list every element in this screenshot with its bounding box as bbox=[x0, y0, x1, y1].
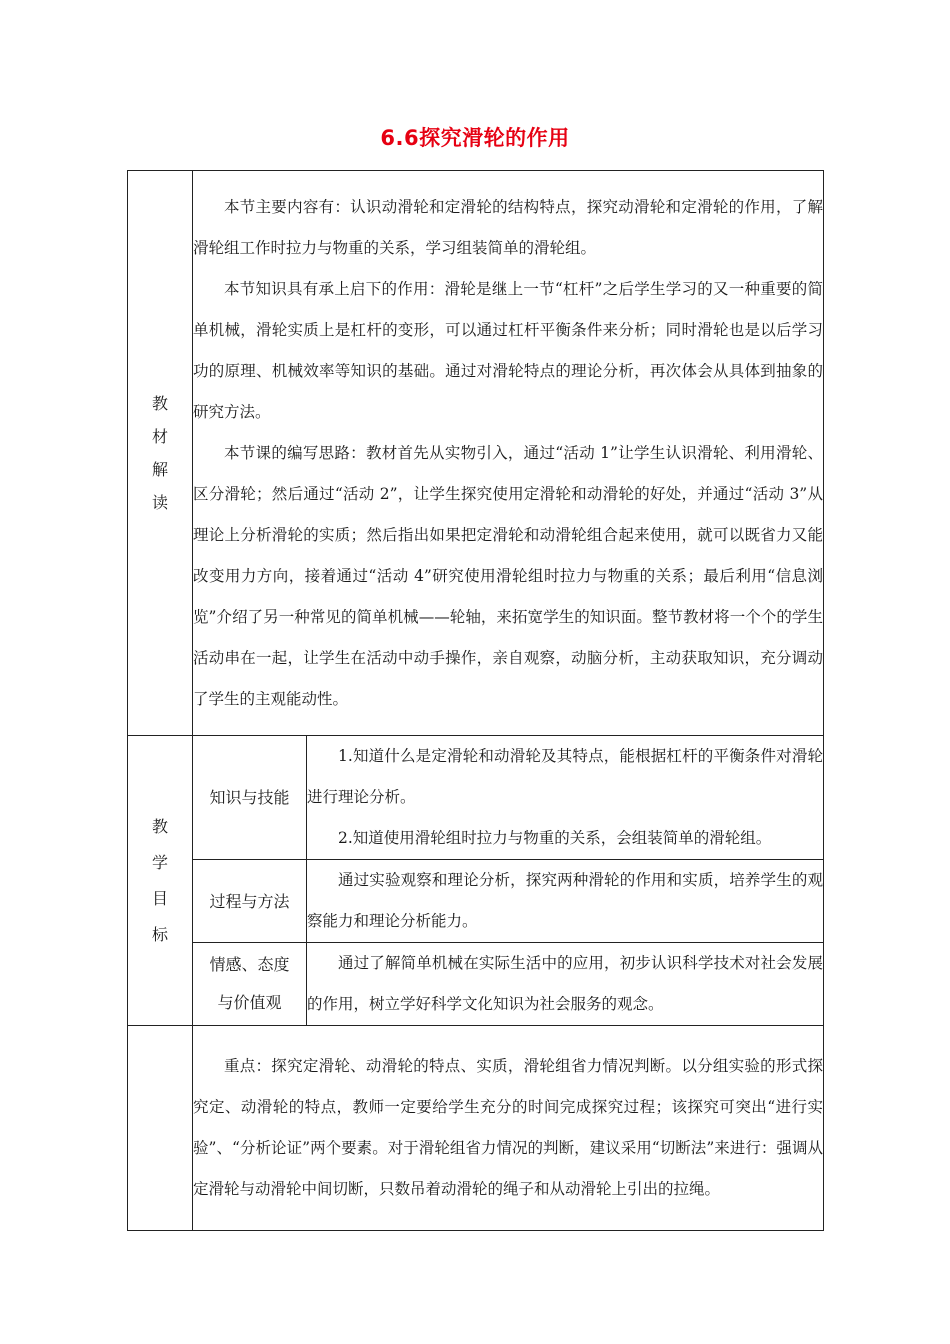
page-title: 6.6探究滑轮的作用 bbox=[380, 126, 570, 150]
goal-category-line: 知识与技能 bbox=[209, 788, 290, 807]
textbook-analysis-label bbox=[128, 171, 193, 736]
label-char: 材 bbox=[151, 427, 168, 446]
paragraph: 2.知道使用滑轮组时拉力与物重的关系，会组装简单的滑轮组。 bbox=[338, 829, 772, 847]
label-char: 教 bbox=[151, 394, 168, 413]
key-points-label bbox=[128, 1026, 193, 1231]
goal-category bbox=[193, 736, 307, 860]
paragraph: 本节知识具有承上启下的作用：滑轮是继上一节“杠杆”之后学生学习的又一种重要的简单机械，滑轮实质上是杠杆的变形，可以通过杠杆平衡条件来分析；同时滑轮也是以后学习功的原理、机械效率等知识的基础。通过对滑轮特点的理论分析，再次体会从具体到抽象的研究方法。 bbox=[193, 279, 823, 421]
label-char: 目 bbox=[151, 888, 168, 908]
label-char: 读 bbox=[151, 493, 168, 512]
label-char: 解 bbox=[151, 460, 168, 479]
goal-category-line: 过程与方法 bbox=[209, 891, 290, 911]
paragraph: 本节主要内容有：认识动滑轮和定滑轮的结构特点，探究动滑轮和定滑轮的作用，了解滑轮组工作时拉力与物重的关系，学习组装简单的滑轮组。 bbox=[193, 197, 823, 257]
goal-category-line: 情感、态度 bbox=[209, 955, 290, 974]
paragraph: 重点：探究定滑轮、动滑轮的特点、实质，滑轮组省力情况判断。以分组实验的形式探究定、动滑轮的特点，教师一定要给学生充分的时间完成探究过程；该探究可突出“进行实验”、“分析论证”两个要素。对于滑轮组省力情况的判断，建议采用“切断法”来进行：强调从定滑轮与动滑轮中间切断，只数吊着动滑轮的绳子和从动滑轮上引出的拉绳。 bbox=[193, 1057, 823, 1198]
teaching-goals-label bbox=[128, 736, 193, 1026]
textbook-analysis-content bbox=[193, 171, 824, 736]
textbook-analysis-row bbox=[128, 171, 824, 736]
lesson-table bbox=[127, 170, 824, 1231]
goal-row-process bbox=[128, 860, 824, 943]
paragraph: 本节课的编写思路：教材首先从实物引入，通过“活动 1”让学生认识滑轮、利用滑轮、区分滑轮；然后通过“活动 2”，让学生探究使用定滑轮和动滑轮的好处，并通过“活动 3”从理论上分析滑轮的实质；然后指出如果把定滑轮和动滑轮组合起来使用，就可以既省力又能改变用力方向，接着通过“活动 4”研究使用滑轮组时拉力与物重的关系；最后利用“信息浏览”介绍了另一种常见的简单机械——轮轴，来拓宽学生的知识面。整节教材将一个个的学生活动串在一起，让学生在活动中动手操作，亲自观察，动脑分析，主动获取知识，充分调动了学生的主观能动性。 bbox=[193, 443, 823, 708]
goal-category bbox=[193, 943, 307, 1026]
goal-content bbox=[307, 736, 824, 860]
label-char: 学 bbox=[151, 852, 168, 872]
goal-row-knowledge bbox=[128, 736, 824, 860]
goal-category bbox=[193, 860, 307, 943]
paragraph: 通过了解简单机械在实际生活中的应用，初步认识科学技术对社会发展的作用，树立学好科学文化知识为社会服务的观念。 bbox=[307, 954, 823, 1013]
goal-row-attitude bbox=[128, 943, 824, 1026]
label-char: 标 bbox=[151, 924, 168, 944]
key-points-row bbox=[128, 1026, 824, 1231]
goal-content bbox=[307, 860, 824, 943]
paragraph: 通过实验观察和理论分析，探究两种滑轮的作用和实质，培养学生的观察能力和理论分析能力。 bbox=[307, 871, 823, 930]
goal-content bbox=[307, 943, 824, 1026]
paragraph: 1.知道什么是定滑轮和动滑轮及其特点，能根据杠杆的平衡条件对滑轮进行理论分析。 bbox=[307, 747, 823, 806]
label-char: 教 bbox=[151, 816, 168, 836]
goal-category-line: 与价值观 bbox=[217, 993, 282, 1012]
key-points-content bbox=[193, 1026, 824, 1231]
